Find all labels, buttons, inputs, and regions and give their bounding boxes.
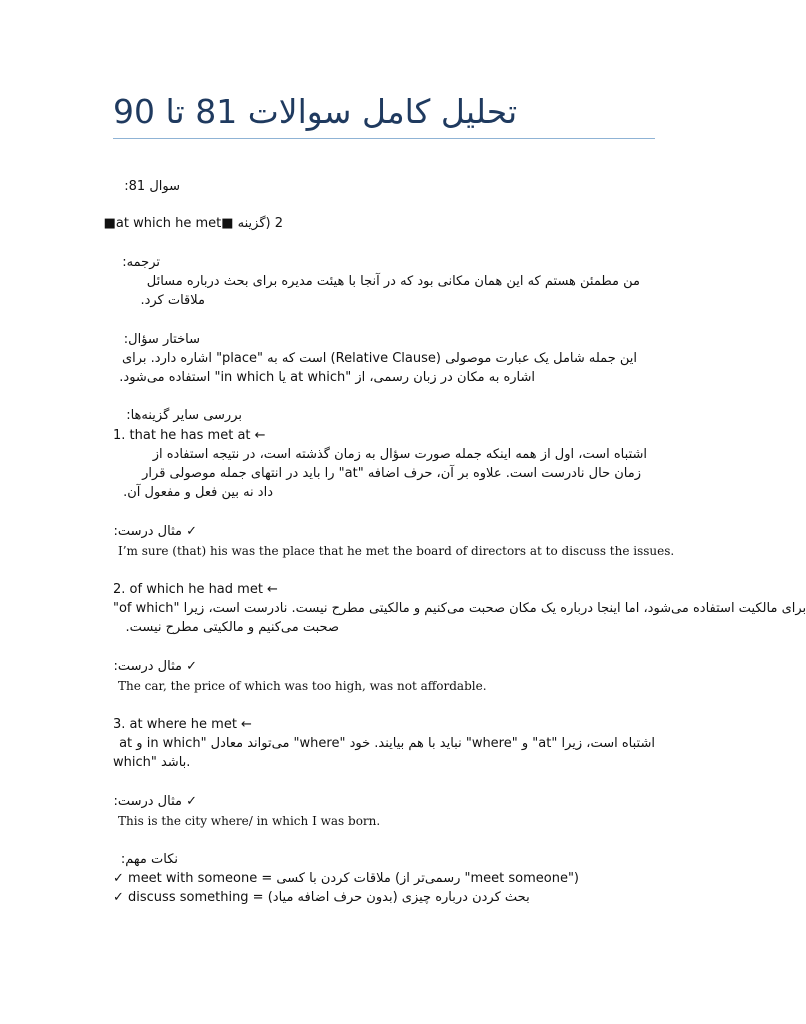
option-1-line-1: اشتباه است، اول از همه اینکه جمله صورت سؤال به زمان گذشته است، در نتیجه استفاده از (152, 447, 647, 462)
option-2-example: The car, the price of which was too high, was not affordable. (118, 679, 487, 693)
page-title: تحلیل کامل سوالات 81 تا 90 (113, 92, 518, 131)
note-1: ✓ meet with someone = ملاقات کردن با کسی (رسمی‌تر از "meet someone") (113, 871, 580, 886)
option-2-line-2: صحبت می‌کنیم و مالکیتی مطرح نیست. (125, 620, 339, 635)
option-3-line-2: which" باشد. (113, 755, 191, 770)
example-label-2: ✓ مثال درست: (113, 659, 197, 674)
option-3-title: 3. at where he met ← (113, 717, 252, 732)
example-label-3: ✓ مثال درست: (113, 794, 197, 809)
translation-line-1: من مطمئن هستم که این همان مکانی بود که در آنجا با هیئت مدیره برای بحث درباره مسائل (146, 274, 640, 289)
question-heading: سوال 81: (124, 179, 180, 194)
structure-line-2: اشاره به مکان در زبان رسمی، از "at which یا in which" استفاده می‌شود. (119, 370, 535, 385)
other-options-label: بررسی سایر گزینه‌ها: (126, 408, 242, 423)
option-2-title: 2. of which he had met ← (113, 582, 278, 597)
notes-label: نکات مهم: (120, 852, 178, 867)
example-label-1: ✓ مثال درست: (113, 524, 197, 539)
note-2: ✓ discuss something = بحث کردن درباره چیزی (بدون حرف اضافه میاد) (113, 890, 530, 905)
option-1-line-3: داد نه بین فعل و مفعول آن. (123, 485, 273, 500)
option-3-example: This is the city where/ in which I was born. (118, 814, 381, 828)
option-2-line-1: "of which" برای مالکیت استفاده می‌شود، اما اینجا درباره یک مکان صحبت می‌کنیم و مالکیتی مطرح نیست. نادرست است، زیرا (113, 601, 806, 616)
structure-line-1: این جمله شامل یک عبارت موصولی (Relative Clause) است که به "place" اشاره دارد. برای (121, 351, 637, 366)
structure-label: ساختار سؤال: (123, 332, 200, 347)
title-underline (113, 138, 655, 139)
option-1-title: 1. that he has met at ← (113, 428, 266, 443)
option-1-example: I’m sure (that) his was the place that he met the board of directors at to discuss the issues. (118, 544, 675, 558)
option-1-line-2: زمان حال نادرست است. علاوه بر آن، حرف اضافه "at" را باید در انتهای جمله موصولی قرار (142, 466, 641, 481)
translation-line-2: ملاقات کرد. (140, 293, 205, 308)
translation-label: ترجمه: (122, 255, 160, 270)
correct-answer: 2 (گزینه ■at which he met■ (103, 216, 283, 231)
option-3-line-1: اشتباه است، زیرا "at" و "where" نباید با هم بیایند. خود "where" می‌تواند معادل "in which و at (119, 736, 655, 751)
